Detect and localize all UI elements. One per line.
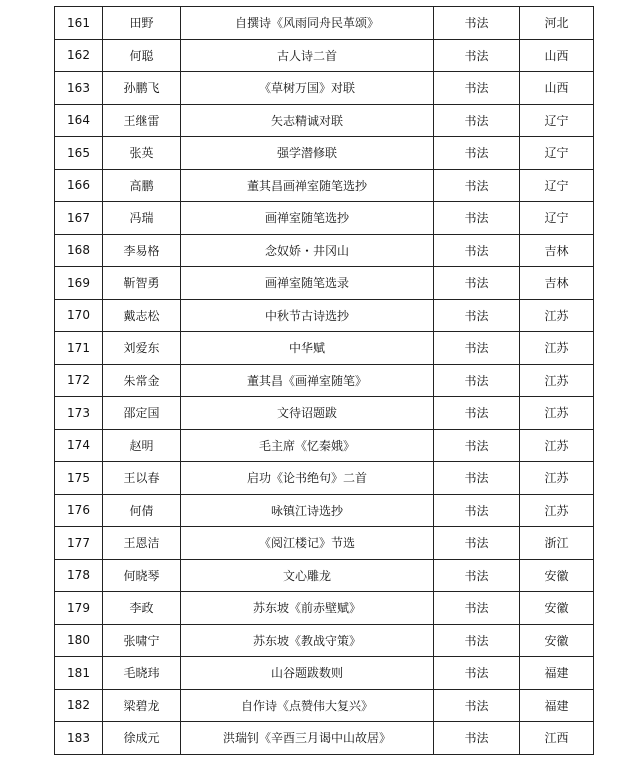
province-cell: 辽宁 xyxy=(520,137,594,170)
table-row xyxy=(55,7,594,40)
province-cell: 浙江 xyxy=(520,527,594,560)
table-row xyxy=(55,234,594,267)
table-row xyxy=(55,494,594,527)
row-number-cell: 166 xyxy=(55,169,103,202)
province-cell: 吉林 xyxy=(520,267,594,300)
work-category-cell: 书法 xyxy=(434,234,520,267)
entries-table-body xyxy=(55,7,594,755)
work-category-cell: 书法 xyxy=(434,364,520,397)
work-title-cell: 念奴娇・井冈山 xyxy=(181,234,434,267)
work-title-cell: 苏东坡《教战守策》 xyxy=(181,624,434,657)
work-title-cell: 自撰诗《风雨同舟民革颂》 xyxy=(181,7,434,40)
row-number-cell: 178 xyxy=(55,559,103,592)
table-row xyxy=(55,429,594,462)
work-category-cell: 书法 xyxy=(434,332,520,365)
work-title-cell: 中华赋 xyxy=(181,332,434,365)
work-category-cell: 书法 xyxy=(434,169,520,202)
author-name-cell: 梁碧龙 xyxy=(103,689,181,722)
row-number-cell: 165 xyxy=(55,137,103,170)
work-title-cell: 董其昌《画禅室随笔》 xyxy=(181,364,434,397)
author-name-cell: 田野 xyxy=(103,7,181,40)
work-category-cell: 书法 xyxy=(434,429,520,462)
author-name-cell: 朱常金 xyxy=(103,364,181,397)
author-name-cell: 徐成元 xyxy=(103,722,181,755)
work-title-cell: 文待诏题跋 xyxy=(181,397,434,430)
province-cell: 安徽 xyxy=(520,559,594,592)
work-category-cell: 书法 xyxy=(434,104,520,137)
author-name-cell: 刘爱东 xyxy=(103,332,181,365)
row-number-cell: 183 xyxy=(55,722,103,755)
row-number-cell: 161 xyxy=(55,7,103,40)
table-row xyxy=(55,39,594,72)
province-cell: 福建 xyxy=(520,689,594,722)
author-name-cell: 王恩洁 xyxy=(103,527,181,560)
province-cell: 河北 xyxy=(520,7,594,40)
table-row xyxy=(55,592,594,625)
author-name-cell: 赵明 xyxy=(103,429,181,462)
table-row xyxy=(55,72,594,105)
author-name-cell: 何倩 xyxy=(103,494,181,527)
province-cell: 安徽 xyxy=(520,624,594,657)
table-row xyxy=(55,364,594,397)
work-title-cell: 强学潜修联 xyxy=(181,137,434,170)
work-category-cell: 书法 xyxy=(434,299,520,332)
work-title-cell: 毛主席《忆秦娥》 xyxy=(181,429,434,462)
province-cell: 江苏 xyxy=(520,429,594,462)
work-category-cell: 书法 xyxy=(434,7,520,40)
province-cell: 山西 xyxy=(520,72,594,105)
work-category-cell: 书法 xyxy=(434,624,520,657)
row-number-cell: 169 xyxy=(55,267,103,300)
author-name-cell: 张啸宁 xyxy=(103,624,181,657)
work-category-cell: 书法 xyxy=(434,494,520,527)
row-number-cell: 181 xyxy=(55,657,103,690)
work-category-cell: 书法 xyxy=(434,462,520,495)
row-number-cell: 176 xyxy=(55,494,103,527)
row-number-cell: 182 xyxy=(55,689,103,722)
province-cell: 江西 xyxy=(520,722,594,755)
table-row xyxy=(55,299,594,332)
work-title-cell: 洪瑞钊《辛酉三月谒中山故居》 xyxy=(181,722,434,755)
province-cell: 辽宁 xyxy=(520,104,594,137)
work-title-cell: 董其昌画禅室随笔选抄 xyxy=(181,169,434,202)
row-number-cell: 180 xyxy=(55,624,103,657)
table-row xyxy=(55,397,594,430)
author-name-cell: 何晓琴 xyxy=(103,559,181,592)
author-name-cell: 戴志松 xyxy=(103,299,181,332)
work-title-cell: 《草树万国》对联 xyxy=(181,72,434,105)
table-row xyxy=(55,202,594,235)
table-row xyxy=(55,689,594,722)
province-cell: 江苏 xyxy=(520,462,594,495)
row-number-cell: 171 xyxy=(55,332,103,365)
author-name-cell: 张英 xyxy=(103,137,181,170)
author-name-cell: 王继雷 xyxy=(103,104,181,137)
province-cell: 辽宁 xyxy=(520,169,594,202)
province-cell: 江苏 xyxy=(520,494,594,527)
table-row xyxy=(55,657,594,690)
author-name-cell: 李易格 xyxy=(103,234,181,267)
work-category-cell: 书法 xyxy=(434,689,520,722)
table-row xyxy=(55,104,594,137)
work-title-cell: 中秋节古诗选抄 xyxy=(181,299,434,332)
province-cell: 吉林 xyxy=(520,234,594,267)
work-category-cell: 书法 xyxy=(434,397,520,430)
author-name-cell: 李政 xyxy=(103,592,181,625)
work-category-cell: 书法 xyxy=(434,267,520,300)
work-title-cell: 咏镇江诗选抄 xyxy=(181,494,434,527)
work-title-cell: 启功《论书绝句》二首 xyxy=(181,462,434,495)
table-row xyxy=(55,332,594,365)
work-title-cell: 古人诗二首 xyxy=(181,39,434,72)
work-title-cell: 矢志精诚对联 xyxy=(181,104,434,137)
row-number-cell: 174 xyxy=(55,429,103,462)
row-number-cell: 172 xyxy=(55,364,103,397)
province-cell: 安徽 xyxy=(520,592,594,625)
work-title-cell: 画禅室随笔选录 xyxy=(181,267,434,300)
row-number-cell: 163 xyxy=(55,72,103,105)
row-number-cell: 177 xyxy=(55,527,103,560)
province-cell: 江苏 xyxy=(520,299,594,332)
work-title-cell: 画禅室随笔选抄 xyxy=(181,202,434,235)
province-cell: 山西 xyxy=(520,39,594,72)
author-name-cell: 何聪 xyxy=(103,39,181,72)
province-cell: 江苏 xyxy=(520,332,594,365)
work-category-cell: 书法 xyxy=(434,657,520,690)
table-row xyxy=(55,169,594,202)
row-number-cell: 175 xyxy=(55,462,103,495)
author-name-cell: 高鹏 xyxy=(103,169,181,202)
row-number-cell: 179 xyxy=(55,592,103,625)
province-cell: 江苏 xyxy=(520,397,594,430)
author-name-cell: 毛晓玮 xyxy=(103,657,181,690)
work-title-cell: 山谷题跋数则 xyxy=(181,657,434,690)
work-title-cell: 苏东坡《前赤壁赋》 xyxy=(181,592,434,625)
province-cell: 江苏 xyxy=(520,364,594,397)
entries-table xyxy=(54,6,594,755)
row-number-cell: 162 xyxy=(55,39,103,72)
table-row xyxy=(55,624,594,657)
work-title-cell: 《阅江楼记》节选 xyxy=(181,527,434,560)
author-name-cell: 靳智勇 xyxy=(103,267,181,300)
author-name-cell: 邵定国 xyxy=(103,397,181,430)
row-number-cell: 168 xyxy=(55,234,103,267)
work-title-cell: 文心雕龙 xyxy=(181,559,434,592)
table-row xyxy=(55,527,594,560)
work-category-cell: 书法 xyxy=(434,592,520,625)
table-row xyxy=(55,462,594,495)
table-row xyxy=(55,722,594,755)
row-number-cell: 173 xyxy=(55,397,103,430)
work-category-cell: 书法 xyxy=(434,39,520,72)
work-title-cell: 自作诗《点赞伟大复兴》 xyxy=(181,689,434,722)
author-name-cell: 孙鹏飞 xyxy=(103,72,181,105)
work-category-cell: 书法 xyxy=(434,72,520,105)
row-number-cell: 167 xyxy=(55,202,103,235)
work-category-cell: 书法 xyxy=(434,527,520,560)
row-number-cell: 164 xyxy=(55,104,103,137)
work-category-cell: 书法 xyxy=(434,559,520,592)
work-category-cell: 书法 xyxy=(434,722,520,755)
province-cell: 辽宁 xyxy=(520,202,594,235)
work-category-cell: 书法 xyxy=(434,202,520,235)
table-row xyxy=(55,559,594,592)
author-name-cell: 冯瑞 xyxy=(103,202,181,235)
province-cell: 福建 xyxy=(520,657,594,690)
work-category-cell: 书法 xyxy=(434,137,520,170)
author-name-cell: 王以春 xyxy=(103,462,181,495)
table-row xyxy=(55,137,594,170)
table-row xyxy=(55,267,594,300)
row-number-cell: 170 xyxy=(55,299,103,332)
